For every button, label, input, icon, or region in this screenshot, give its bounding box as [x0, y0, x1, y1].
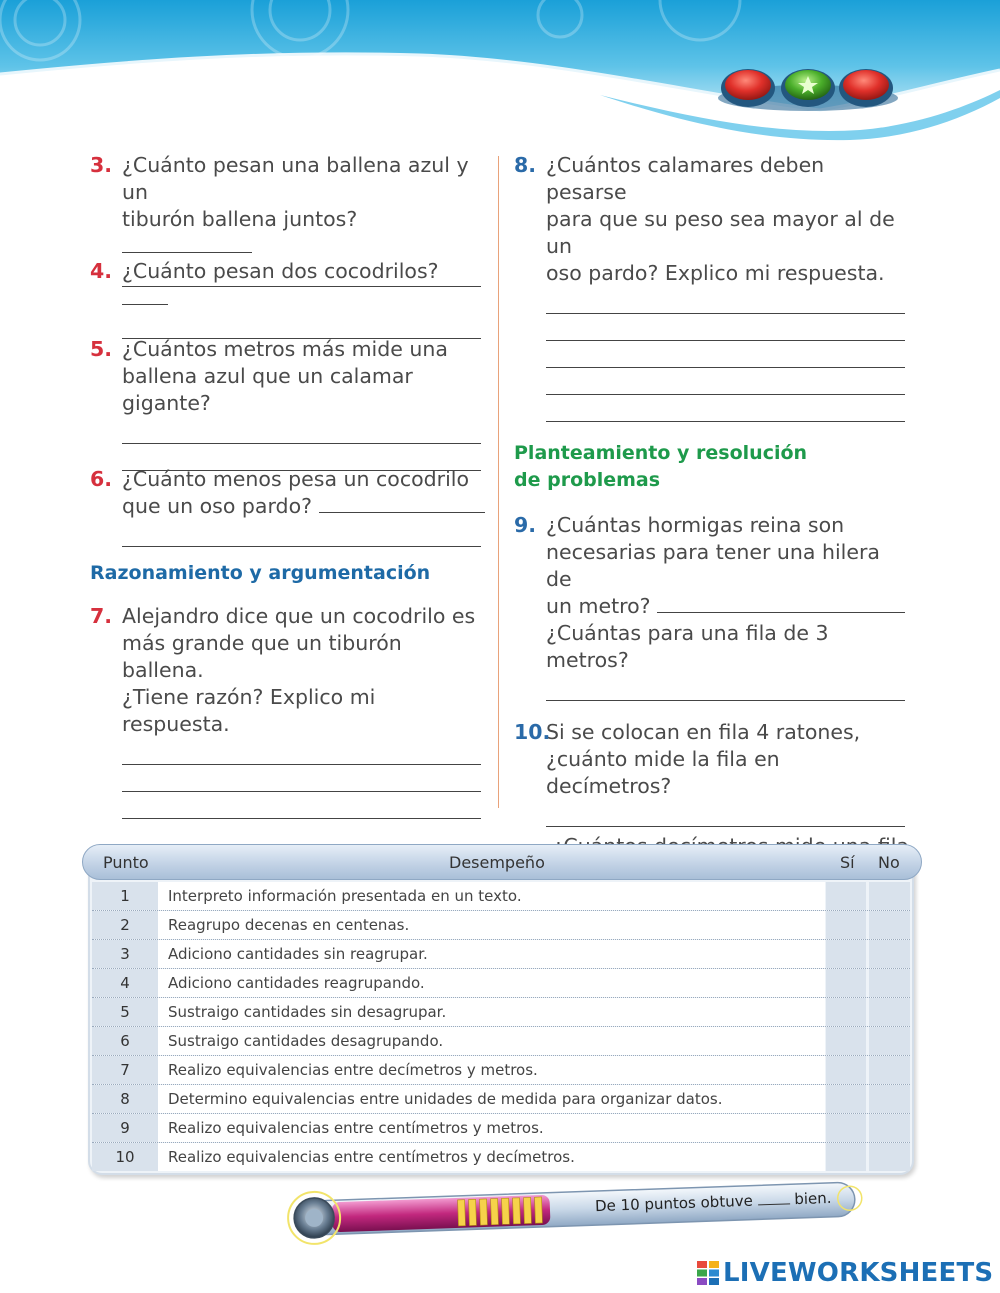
si-checkbox[interactable]	[826, 998, 866, 1026]
answer-line[interactable]	[122, 312, 481, 339]
table-body	[92, 882, 910, 1172]
row-number: 8	[92, 1085, 158, 1113]
answer-line[interactable]	[546, 314, 905, 341]
question-text: ¿Cuánto pesan una ballena azul y un	[122, 153, 469, 204]
row-number: 1	[92, 882, 158, 910]
question-text: que un oso pardo?	[122, 494, 312, 518]
answer-line[interactable]	[546, 674, 905, 701]
row-description: Realizo equivalencias entre centímetros y metros.	[158, 1114, 825, 1142]
answer-line[interactable]	[546, 287, 905, 314]
question-5	[90, 336, 485, 444]
no-checkbox[interactable]	[869, 1143, 910, 1171]
row-number: 4	[92, 969, 158, 997]
row-description: Adiciono cantidades sin reagrupar.	[158, 940, 825, 968]
right-questions-column	[514, 152, 909, 914]
row-description: Sustraigo cantidades sin desagrupar.	[158, 998, 825, 1026]
question-number: 9.	[514, 513, 537, 537]
question-7	[90, 603, 485, 846]
question-number: 5.	[90, 337, 113, 361]
si-checkbox[interactable]	[826, 969, 866, 997]
score-capsule	[270, 1170, 870, 1250]
capsule-graphic	[270, 1170, 870, 1250]
row-description: Adiciono cantidades reagrupando.	[158, 969, 825, 997]
decorative-buttons-icon	[718, 69, 898, 111]
self-evaluation-table	[82, 844, 922, 1180]
logo-text: LIVEWORKSHEETS	[723, 1258, 994, 1288]
answer-blank[interactable]	[122, 285, 168, 305]
question-4	[90, 258, 485, 312]
si-checkbox[interactable]	[826, 1056, 866, 1084]
header-no: No	[878, 853, 900, 872]
question-9	[514, 512, 909, 701]
column-divider	[498, 156, 499, 808]
table-row	[92, 1114, 910, 1143]
answer-blank[interactable]	[122, 233, 252, 253]
si-checkbox[interactable]	[826, 911, 866, 939]
no-checkbox[interactable]	[869, 1114, 910, 1142]
question-text: ballena azul que un calamar gigante?	[122, 364, 413, 415]
answer-line[interactable]	[546, 341, 905, 368]
question-text: oso pardo? Explico mi respuesta.	[546, 261, 885, 285]
no-checkbox[interactable]	[869, 882, 910, 910]
question-text: Alejandro dice que un cocodrilo es	[122, 604, 476, 628]
row-description: Realizo equivalencias entre decímetros y metros.	[158, 1056, 825, 1084]
table-row	[92, 1143, 910, 1172]
answer-line[interactable]	[122, 819, 481, 846]
section-title-problems	[514, 440, 909, 494]
table-header	[82, 844, 922, 880]
question-3	[90, 152, 485, 232]
question-text: ¿Cuánto menos pesa un cocodrilo	[122, 467, 470, 491]
score-label-after: bien.	[793, 1188, 832, 1209]
no-checkbox[interactable]	[869, 940, 910, 968]
left-questions-column	[90, 152, 485, 846]
answer-line[interactable]	[122, 792, 481, 819]
answer-line[interactable]	[546, 800, 905, 827]
header-banner	[0, 0, 1000, 150]
si-checkbox[interactable]	[826, 1114, 866, 1142]
answer-line[interactable]	[122, 417, 481, 444]
question-number: 4.	[90, 259, 113, 283]
row-description: Reagrupo decenas en centenas.	[158, 911, 825, 939]
question-8	[514, 152, 909, 422]
header-desempeno: Desempeño	[449, 853, 545, 872]
answer-blank[interactable]	[319, 493, 485, 513]
question-number: 3.	[90, 153, 113, 177]
question-6	[90, 466, 485, 548]
question-text: ¿Tiene razón? Explico mi respuesta.	[122, 685, 376, 736]
question-text: ¿Cuántos calamares deben pesarse	[546, 153, 825, 204]
question-text: un metro?	[546, 594, 651, 618]
question-number: 7.	[90, 604, 113, 628]
question-number: 8.	[514, 153, 537, 177]
row-description: Interpreto información presentada en un texto.	[158, 882, 825, 910]
header-punto: Punto	[103, 853, 149, 872]
question-text: ¿Cuántas hormigas reina son	[546, 513, 845, 537]
answer-line[interactable]	[546, 395, 905, 422]
table-row	[92, 911, 910, 940]
row-number: 5	[92, 998, 158, 1026]
question-text: tiburón ballena juntos?	[122, 207, 358, 231]
row-description: Sustraigo cantidades desagrupando.	[158, 1027, 825, 1055]
section-title-reasoning: Razonamiento y argumentación	[90, 562, 431, 584]
score-input[interactable]	[757, 1190, 789, 1205]
si-checkbox[interactable]	[826, 1027, 866, 1055]
row-description: Determino equivalencias entre unidades de medida para organizar datos.	[158, 1085, 825, 1113]
answer-line[interactable]	[546, 368, 905, 395]
no-checkbox[interactable]	[869, 1027, 910, 1055]
table-row	[92, 882, 910, 911]
si-checkbox[interactable]	[826, 940, 866, 968]
row-number: 3	[92, 940, 158, 968]
question-text: Si se colocan en fila 4 ratones,	[546, 720, 861, 744]
question-text: para que su peso sea mayor al de un	[546, 207, 895, 258]
question-text: necesarias para tener una hilera de	[546, 540, 880, 591]
question-text: ¿cuánto mide la fila en decímetros?	[546, 747, 780, 798]
liveworksheets-logo	[697, 1258, 993, 1288]
no-checkbox[interactable]	[869, 1085, 910, 1113]
table-row	[92, 1085, 910, 1114]
question-text: ¿Cuántas para una fila de 3 metros?	[546, 621, 829, 672]
liveworksheets-logo-icon	[697, 1261, 719, 1285]
section-title-line: Planteamiento y resolución	[514, 442, 808, 464]
answer-line[interactable]	[122, 520, 481, 547]
si-checkbox[interactable]	[826, 882, 866, 910]
question-text: ¿Cuánto pesan dos cocodrilos?	[122, 259, 439, 283]
row-description: Realizo equivalencias entre centímetros y decímetros.	[158, 1143, 825, 1171]
no-checkbox[interactable]	[869, 1056, 910, 1084]
no-checkbox[interactable]	[869, 911, 910, 939]
score-label-before: De 10 puntos obtuve	[594, 1191, 754, 1216]
si-checkbox[interactable]	[826, 1143, 866, 1171]
answer-line[interactable]	[122, 738, 481, 765]
answer-line[interactable]	[122, 765, 481, 792]
row-number: 2	[92, 911, 158, 939]
no-checkbox[interactable]	[869, 998, 910, 1026]
si-checkbox[interactable]	[826, 1085, 866, 1113]
table-row	[92, 969, 910, 998]
section-title-line: de problemas	[514, 469, 661, 491]
row-number: 10	[92, 1143, 158, 1171]
no-checkbox[interactable]	[869, 969, 910, 997]
question-number: 6.	[90, 467, 113, 491]
table-row	[92, 1056, 910, 1085]
question-number: 10.	[514, 720, 551, 744]
question-text: ¿Cuántos metros más mide una	[122, 337, 448, 361]
row-number: 6	[92, 1027, 158, 1055]
header-si: Sí	[840, 853, 855, 872]
answer-blank[interactable]	[657, 593, 905, 613]
table-row	[92, 940, 910, 969]
table-row	[92, 1027, 910, 1056]
question-text: más grande que un tiburón ballena.	[122, 631, 402, 682]
row-number: 7	[92, 1056, 158, 1084]
table-row	[92, 998, 910, 1027]
row-number: 9	[92, 1114, 158, 1142]
